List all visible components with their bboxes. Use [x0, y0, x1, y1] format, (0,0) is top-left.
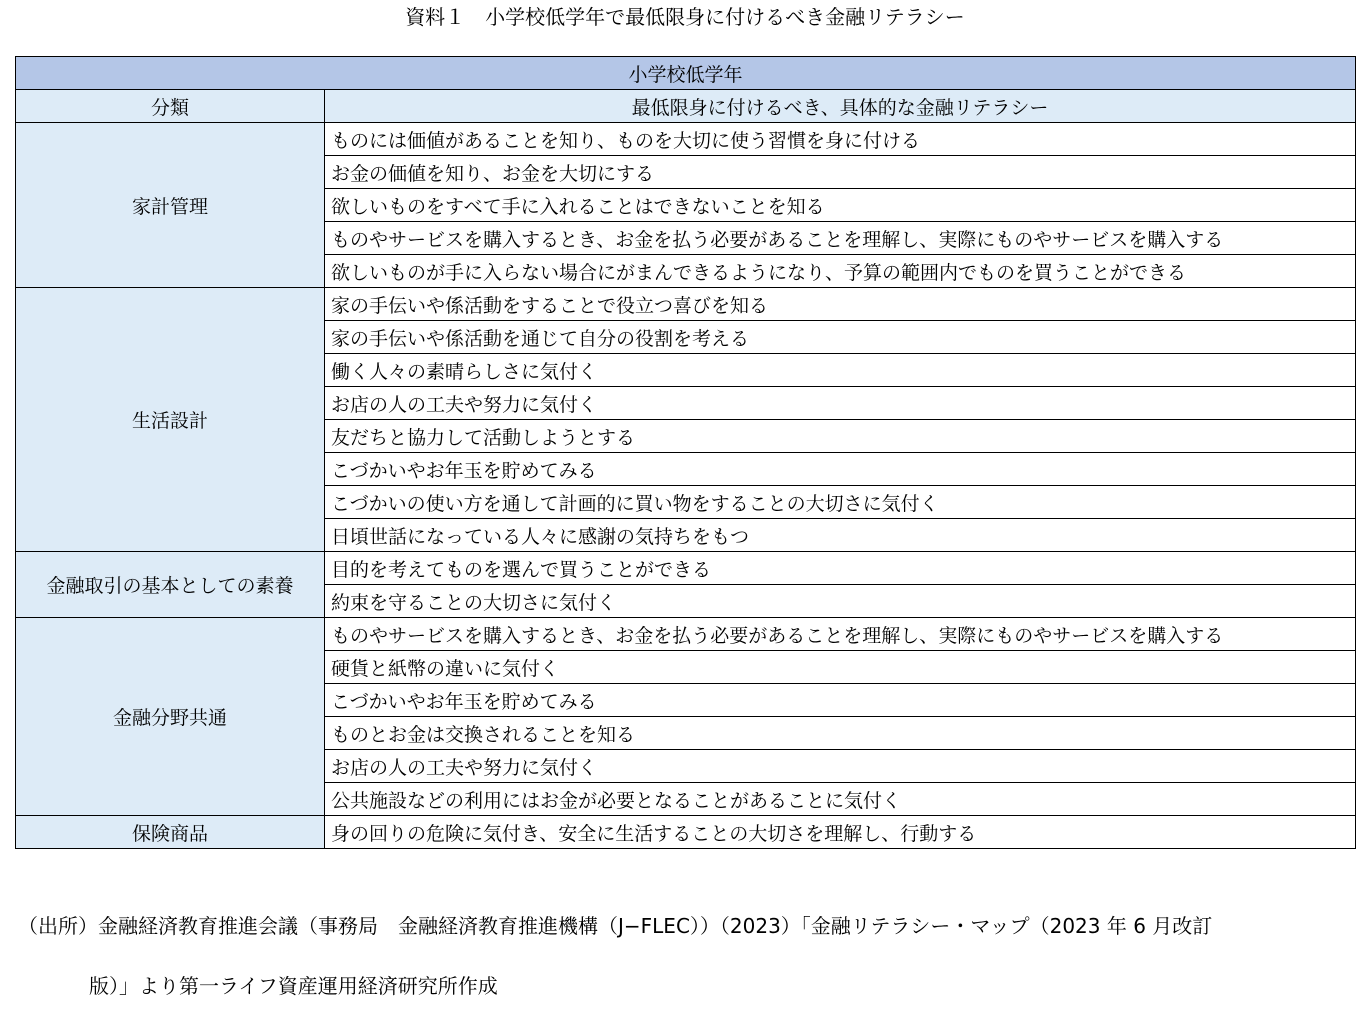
- source-note: [18, 896, 1348, 1016]
- literacy-item-cell: 友だちと協力して活動しようとする: [325, 420, 1356, 453]
- literacy-item-cell: ものやサービスを購入するとき、お金を払う必要があることを理解し、実際にものやサービスを購入する: [325, 618, 1356, 651]
- literacy-item-cell: お金の価値を知り、お金を大切にする: [325, 156, 1356, 189]
- literacy-item-cell: 身の回りの危険に気付き、安全に生活することの大切さを理解し、行動する: [325, 816, 1356, 849]
- table-header-grade: 小学校低学年: [16, 57, 1356, 90]
- table-body: [16, 123, 1356, 849]
- literacy-item-cell: ものやサービスを購入するとき、お金を払う必要があることを理解し、実際にものやサービスを購入する: [325, 222, 1356, 255]
- category-cell: 家計管理: [16, 123, 325, 288]
- category-cell: 金融取引の基本としての素養: [16, 552, 325, 618]
- literacy-table: [15, 56, 1356, 849]
- source-line-2: 版）」より第一ライフ資産運用経済研究所作成: [89, 974, 498, 998]
- literacy-item-cell: 目的を考えてものを選んで買うことができる: [325, 552, 1356, 585]
- literacy-item-cell: ものには価値があることを知り、ものを大切に使う習慣を身に付ける: [325, 123, 1356, 156]
- literacy-item-cell: 硬貨と紙幣の違いに気付く: [325, 651, 1356, 684]
- table-row: [16, 123, 1356, 156]
- table-row: [16, 816, 1356, 849]
- literacy-item-cell: こづかいやお年玉を貯めてみる: [325, 684, 1356, 717]
- literacy-item-cell: 働く人々の素晴らしさに気付く: [325, 354, 1356, 387]
- document-title: 資料１ 小学校低学年で最低限身に付けるべき金融リテラシー: [405, 5, 965, 29]
- table-row: [16, 618, 1356, 651]
- literacy-item-cell: 家の手伝いや係活動を通じて自分の役割を考える: [325, 321, 1356, 354]
- literacy-item-cell: 公共施設などの利用にはお金が必要となることがあることに気付く: [325, 783, 1356, 816]
- literacy-item-cell: お店の人の工夫や努力に気付く: [325, 750, 1356, 783]
- source-line-1: （出所）金融経済教育推進会議（事務局 金融経済教育推進機構（J−FLEC））（2023）「金融リテラシー・マップ（2023 年 6 月改訂: [18, 914, 1213, 938]
- column-header-category: 分類: [16, 90, 325, 123]
- literacy-item-cell: こづかいやお年玉を貯めてみる: [325, 453, 1356, 486]
- literacy-item-cell: お店の人の工夫や努力に気付く: [325, 387, 1356, 420]
- literacy-item-cell: 日頃世話になっている人々に感謝の気持ちをもつ: [325, 519, 1356, 552]
- literacy-item-cell: ものとお金は交換されることを知る: [325, 717, 1356, 750]
- literacy-item-cell: 欲しいものをすべて手に入れることはできないことを知る: [325, 189, 1356, 222]
- table-row: [16, 288, 1356, 321]
- literacy-item-cell: 約束を守ることの大切さに気付く: [325, 585, 1356, 618]
- column-header-content: 最低限身に付けるべき、具体的な金融リテラシー: [325, 90, 1356, 123]
- literacy-item-cell: 欲しいものが手に入らない場合にがまんできるようになり、予算の範囲内でものを買うことができる: [325, 255, 1356, 288]
- table-row: [16, 552, 1356, 585]
- category-cell: 金融分野共通: [16, 618, 325, 816]
- literacy-item-cell: 家の手伝いや係活動をすることで役立つ喜びを知る: [325, 288, 1356, 321]
- category-cell: 保険商品: [16, 816, 325, 849]
- category-cell: 生活設計: [16, 288, 325, 552]
- literacy-item-cell: こづかいの使い方を通して計画的に買い物をすることの大切さに気付く: [325, 486, 1356, 519]
